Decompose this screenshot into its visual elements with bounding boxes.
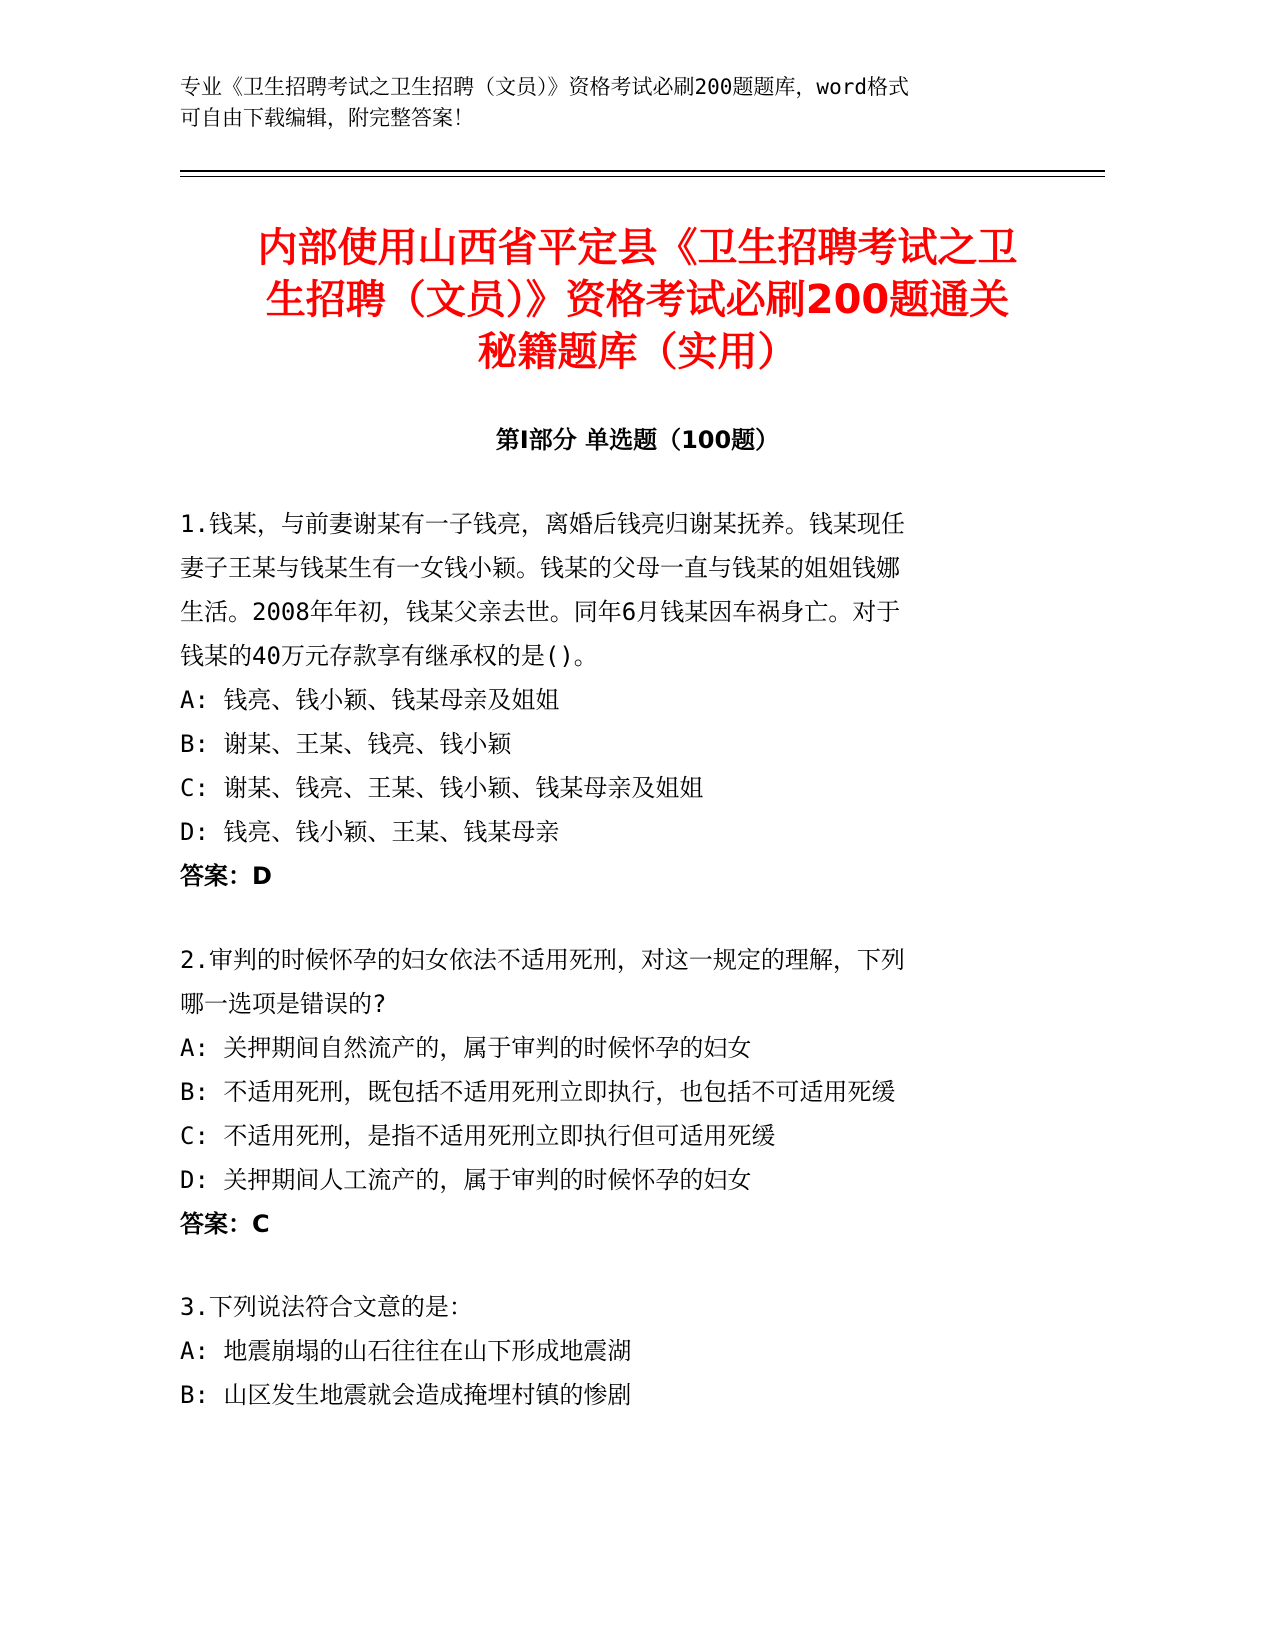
section-heading: 第I部分 单选题（100题） [495,426,780,454]
question-1-line-4: 钱某的40万元存款享有继承权的是()。 [180,642,598,670]
question-1-line-1: 1.钱某，与前妻谢某有一子钱亮，离婚后钱亮归谢某抚养。钱某现任 [180,510,905,538]
header-line-1: 专业《卫生招聘考试之卫生招聘（文员）》资格考试必刷200题题库，word格式 [180,75,909,99]
header-rule-thick [180,170,1105,172]
question-1-answer: 答案：D [180,862,272,890]
document-title [160,222,1115,378]
question-2-line-1: 2.审判的时候怀孕的妇女依法不适用死刑，对这一规定的理解，下列 [180,946,905,974]
question-1-option-a: A: 钱亮、钱小颖、钱某母亲及姐姐 [180,686,560,714]
header-rule-thin [180,176,1105,177]
title-line-2: 生招聘（文员）》资格考试必刷200题通关 [265,277,1010,323]
question-1-option-c: C: 谢某、钱亮、王某、钱小颖、钱某母亲及姐姐 [180,774,704,802]
question-2-option-b: B: 不适用死刑，既包括不适用死刑立即执行，也包括不可适用死缓 [180,1078,896,1106]
question-2-option-a: A: 关押期间自然流产的，属于审判的时候怀孕的妇女 [180,1034,752,1062]
question-2-option-c: C: 不适用死刑，是指不适用死刑立即执行但可适用死缓 [180,1122,776,1150]
header-note [180,72,1040,134]
question-2-option-d: D: 关押期间人工流产的，属于审判的时候怀孕的妇女 [180,1166,752,1194]
title-line-3: 秘籍题库（实用） [477,329,798,375]
question-3-line-1: 3.下列说法符合文意的是： [180,1293,473,1321]
question-1-line-3: 生活。2008年年初，钱某父亲去世。同年6月钱某因车祸身亡。对于 [180,598,901,626]
question-1 [180,502,1025,898]
header-line-2: 可自由下载编辑，附完整答案！ [180,106,474,130]
question-2 [180,938,1025,1246]
question-1-option-b: B: 谢某、王某、钱亮、钱小颖 [180,730,512,758]
question-2-answer: 答案：C [180,1210,270,1238]
question-1-option-d: D: 钱亮、钱小颖、王某、钱某母亲 [180,818,560,846]
question-2-line-2: 哪一选项是错误的? [180,990,387,1018]
question-3-option-a: A: 地震崩塌的山石往往在山下形成地震湖 [180,1337,632,1365]
title-line-1: 内部使用山西省平定县《卫生招聘考试之卫 [257,225,1018,271]
question-3-option-b: B: 山区发生地震就会造成掩埋村镇的惨剧 [180,1381,632,1409]
question-3 [180,1285,1025,1417]
question-1-line-2: 妻子王某与钱某生有一女钱小颖。钱某的父母一直与钱某的姐姐钱娜 [180,554,900,582]
